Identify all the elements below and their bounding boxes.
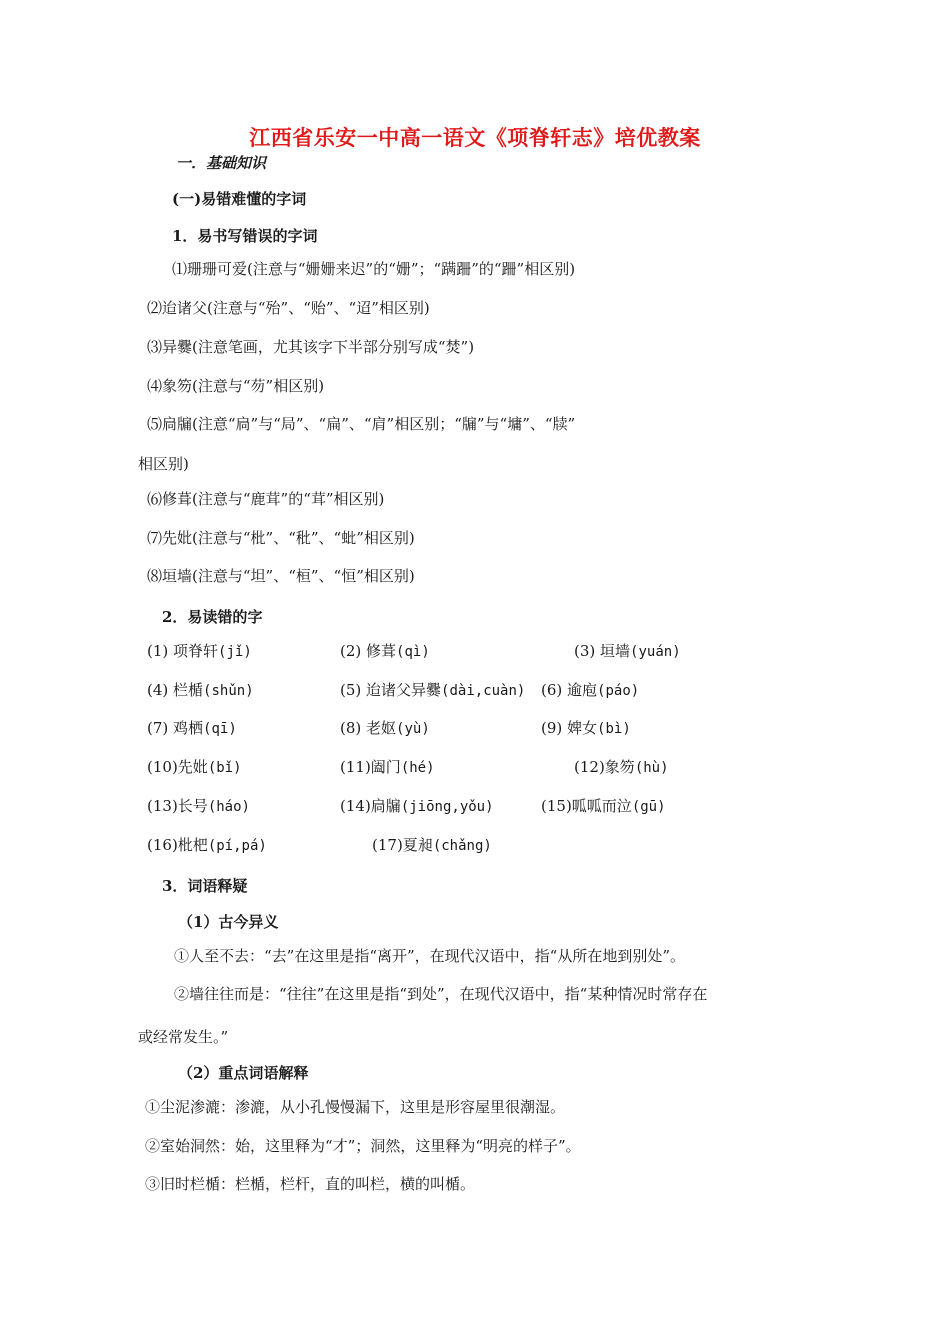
heading-reading-errors: 2．易读错的字 bbox=[162, 608, 263, 626]
reading-item: (3) 垣墙(yuán) bbox=[574, 642, 681, 660]
key-word-item-3: ③旧时栏楯：栏楯，栏杆，直的叫栏，横的叫楯。 bbox=[145, 1175, 476, 1193]
writing-item-3: ⑶异爨(注意笔画，尤其该字下半部分别写成“焚”) bbox=[147, 338, 475, 356]
heading-key-words: （2）重点词语解释 bbox=[178, 1064, 309, 1082]
reading-item: (17)夏昶(chǎng) bbox=[372, 836, 492, 854]
writing-item-4: ⑷象笏(注意与“芴”相区别) bbox=[147, 377, 325, 395]
heading-ancient-modern: （1）古今异义 bbox=[178, 913, 279, 931]
meaning-item-2: ②墙往往而是：“往往”在这里是指“到处”，在现代汉语中，指“某种情况时常存在 bbox=[174, 985, 708, 1003]
reading-item: (11)阖门(hé) bbox=[340, 758, 435, 776]
key-word-item-1: ①尘泥渗漉：渗漉，从小孔慢慢漏下，这里是形容屋里很潮湿。 bbox=[145, 1098, 566, 1116]
writing-item-6: ⑹修葺(注意与“鹿茸”的“茸”相区别) bbox=[147, 490, 385, 508]
reading-item: (14)扃牖(jiōng,yǒu) bbox=[340, 797, 494, 815]
reading-item: (6) 逾庖(páo) bbox=[541, 681, 640, 699]
writing-item-8: ⑻垣墙(注意与“坦”、“桓”、“恒”相区别) bbox=[147, 567, 415, 585]
writing-item-2: ⑵迨诸父(注意与“殆”、“贻”、“迢”相区别) bbox=[147, 299, 430, 317]
reading-item: (12)象笏(hù) bbox=[574, 758, 669, 776]
writing-item-1: ⑴珊珊可爱(注意与“姗姗来迟”的“姗”；“蹒跚”的“跚”相区别) bbox=[172, 260, 576, 278]
key-word-item-2: ②室始洞然：始，这里释为“才”；洞然，这里释为“明亮的样子”。 bbox=[145, 1137, 581, 1155]
heading-writing-errors: 1．易书写错误的字词 bbox=[172, 227, 318, 245]
reading-item: (2) 修葺(qì) bbox=[340, 642, 430, 660]
reading-item: (13)长号(háo) bbox=[147, 797, 250, 815]
reading-item: (16)枇杷(pí,pá) bbox=[147, 836, 267, 854]
reading-item: (5) 迨诸父异爨(dài,cuàn) bbox=[340, 681, 526, 699]
reading-item: (10)先妣(bǐ) bbox=[147, 758, 242, 776]
reading-item: (1) 项脊轩(jǐ) bbox=[147, 642, 252, 660]
reading-item: (15)呱呱而泣(gū) bbox=[541, 797, 666, 815]
document-title: 江西省乐安一中高一语文《项脊轩志》培优教案 bbox=[249, 125, 701, 150]
meaning-item-2-cont: 或经常发生。” bbox=[138, 1028, 229, 1046]
writing-item-5-cont: 相区别) bbox=[138, 455, 189, 473]
reading-item: (7) 鸡栖(qī) bbox=[147, 719, 237, 737]
section-heading: 一．基础知识 bbox=[176, 154, 267, 172]
subsection-heading: (一)易错难懂的字词 bbox=[172, 190, 307, 208]
meaning-item-1: ①人至不去：“去”在这里是指“离开”，在现代汉语中，指“从所在地到别处”。 bbox=[174, 947, 686, 965]
writing-item-7: ⑺先妣(注意与“枇”、“秕”、“蚍”相区别) bbox=[147, 529, 415, 547]
reading-item: (8) 老妪(yù) bbox=[340, 719, 430, 737]
writing-item-5: ⑸扃牖(注意“扃”与“局”、“扁”、“肩”相区别；“牖”与“墉”、“牍” bbox=[147, 415, 576, 433]
reading-item: (9) 婢女(bì) bbox=[541, 719, 631, 737]
heading-word-explanation: 3．词语释疑 bbox=[162, 877, 248, 895]
reading-item: (4) 栏楯(shǔn) bbox=[147, 681, 254, 699]
